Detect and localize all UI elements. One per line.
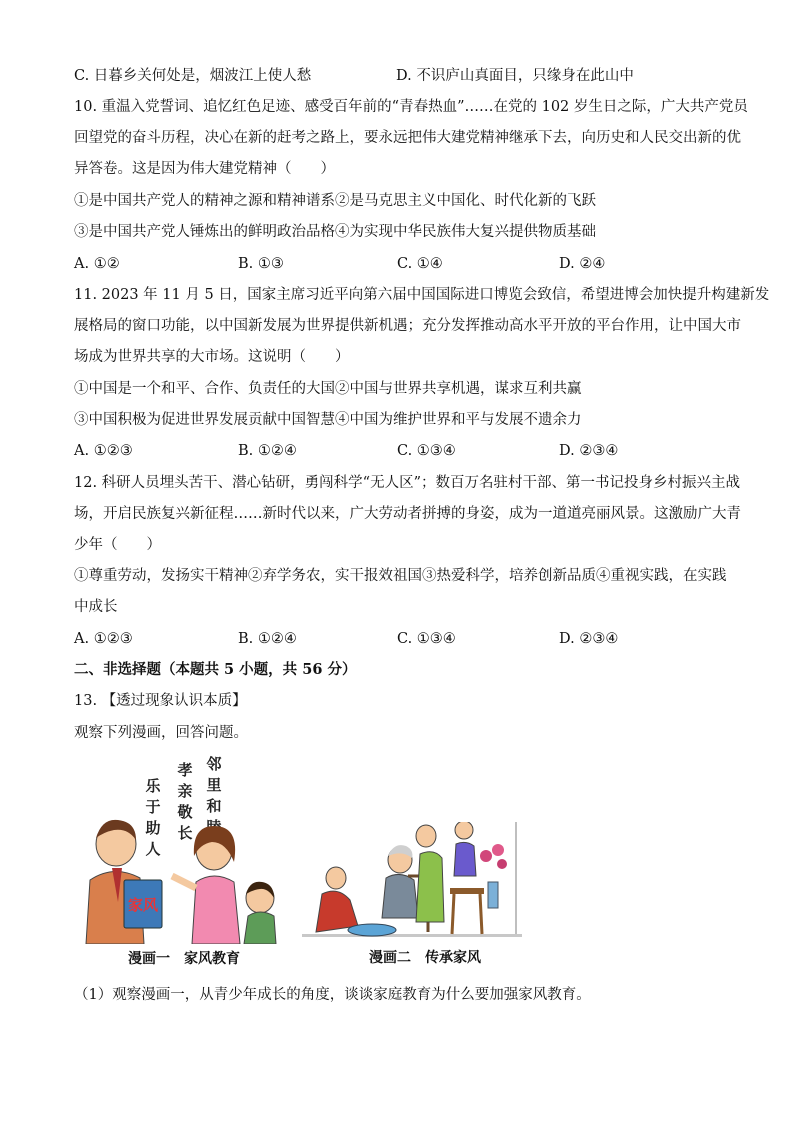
label-filial-piety: 孝 亲 敬 长 bbox=[177, 761, 193, 842]
q11-statement-1: ①中国是一个和平、合作、负责任的大国②中国与世界共享机遇，谋求互利共赢 bbox=[74, 381, 582, 397]
q10-stem-line-2: 回望党的奋斗历程，决心在新的赶考之路上，要永远把伟大建党精神继承下去，向历史和人民交出新的优 bbox=[74, 130, 741, 146]
q12-option-d[interactable]: D. ②③④ bbox=[559, 631, 619, 647]
inheritance-illustration bbox=[302, 822, 522, 944]
q11-options bbox=[74, 441, 734, 461]
q11-stem-line-2: 展格局的窗口功能，以中国新发展为世界提供新机遇；充分发挥推动高水平开放的平台作用，让中国大市 bbox=[74, 318, 741, 334]
q12-stem-line-1: 12. 科研人员埋头苦干、潜心钻研，勇闯科学“无人区”；数百万名驻村干部、第一书记投身乡村振兴主战 bbox=[74, 475, 740, 491]
label-neighbor-harmony: 邻 里 和 bbox=[206, 755, 222, 815]
q13-heading: 13. 【透过现象认识本质】 bbox=[74, 693, 247, 709]
q12-statement-2: 中成长 bbox=[74, 599, 118, 615]
q10-stem-line-3: 异答卷。这是因为伟大建党精神（ ） bbox=[74, 161, 335, 177]
q12-statement-1: ①尊重劳动，发扬实干精神②弃学务农，实干报效祖国③热爱科学，培养创新品质④重视实践，在实践 bbox=[74, 568, 727, 584]
q12-option-a[interactable]: A. ①②③ bbox=[74, 631, 133, 647]
label-helping-others: 乐 于 助 人 bbox=[145, 777, 161, 858]
cartoon-family-education bbox=[84, 752, 294, 967]
q12-options bbox=[74, 629, 734, 649]
cartoon-1-caption: 漫画一 家风教育 bbox=[128, 951, 240, 967]
q10-options bbox=[74, 254, 734, 274]
q10-option-c[interactable]: C. ①④ bbox=[397, 256, 443, 272]
q11-stem-line-3: 场成为世界共享的大市场。这说明（ ） bbox=[74, 349, 350, 365]
family-illustration bbox=[84, 752, 294, 944]
q10-option-b[interactable]: B. ①③ bbox=[238, 256, 284, 272]
q11-option-a[interactable]: A. ①②③ bbox=[74, 443, 133, 459]
family-rules-book-title: 家风 bbox=[127, 896, 159, 914]
q11-statement-2: ③中国积极为促进世界发展贡献中国智慧④中国为维护世界和平与发展不遗余力 bbox=[74, 412, 582, 428]
q11-stem-line-1: 11. 2023 年 11 月 5 日，国家主席习近平向第六届中国国际进口博览会致信，希望进博会加快提升构建新发 bbox=[74, 287, 770, 303]
cartoon-2-caption: 漫画二 传承家风 bbox=[369, 950, 481, 966]
q13-intro: 观察下列漫画，回答问题。 bbox=[74, 725, 248, 741]
q12-stem-line-2: 场，开启民族复兴新征程……新时代以来，广大劳动者拼搏的身姿，成为一道道亮丽风景。这激励广大青 bbox=[74, 506, 741, 522]
q9-option-d: D. 不识庐山真面目，只缘身在此山中 bbox=[396, 68, 634, 84]
q10-option-a[interactable]: A. ①② bbox=[74, 256, 120, 272]
section-2-title: 二、非选择题（本题共 5 小题，共 56 分） bbox=[74, 661, 357, 678]
q10-statement-2: ③是中国共产党人锤炼出的鲜明政治品格④为实现中华民族伟大复兴提供物质基础 bbox=[74, 224, 596, 240]
cartoon-inheriting-family-rules bbox=[302, 822, 522, 944]
q9-option-c: C. 日暮乡关何处是，烟波江上使人愁 bbox=[74, 68, 312, 84]
q12-option-b[interactable]: B. ①②④ bbox=[238, 631, 297, 647]
q12-option-c[interactable]: C. ①③④ bbox=[397, 631, 456, 647]
q10-statement-1: ①是中国共产党人的精神之源和精神谱系②是马克思主义中国化、时代化新的飞跃 bbox=[74, 193, 596, 209]
q11-option-b[interactable]: B. ①②④ bbox=[238, 443, 297, 459]
q10-stem-line-1: 10. 重温入党誓词、追忆红色足迹、感受百年前的“青春热血”……在党的 102 岁生日之际，广大共产党员 bbox=[74, 99, 748, 115]
q11-option-c[interactable]: C. ①③④ bbox=[397, 443, 456, 459]
q11-option-d[interactable]: D. ②③④ bbox=[559, 443, 619, 459]
q10-option-d[interactable]: D. ②④ bbox=[559, 256, 606, 272]
q13-subquestion-1: （1）观察漫画一，从青少年成长的角度，谈谈家庭教育为什么要加强家风教育。 bbox=[74, 987, 591, 1003]
q12-stem-line-3: 少年（ ） bbox=[74, 537, 161, 553]
